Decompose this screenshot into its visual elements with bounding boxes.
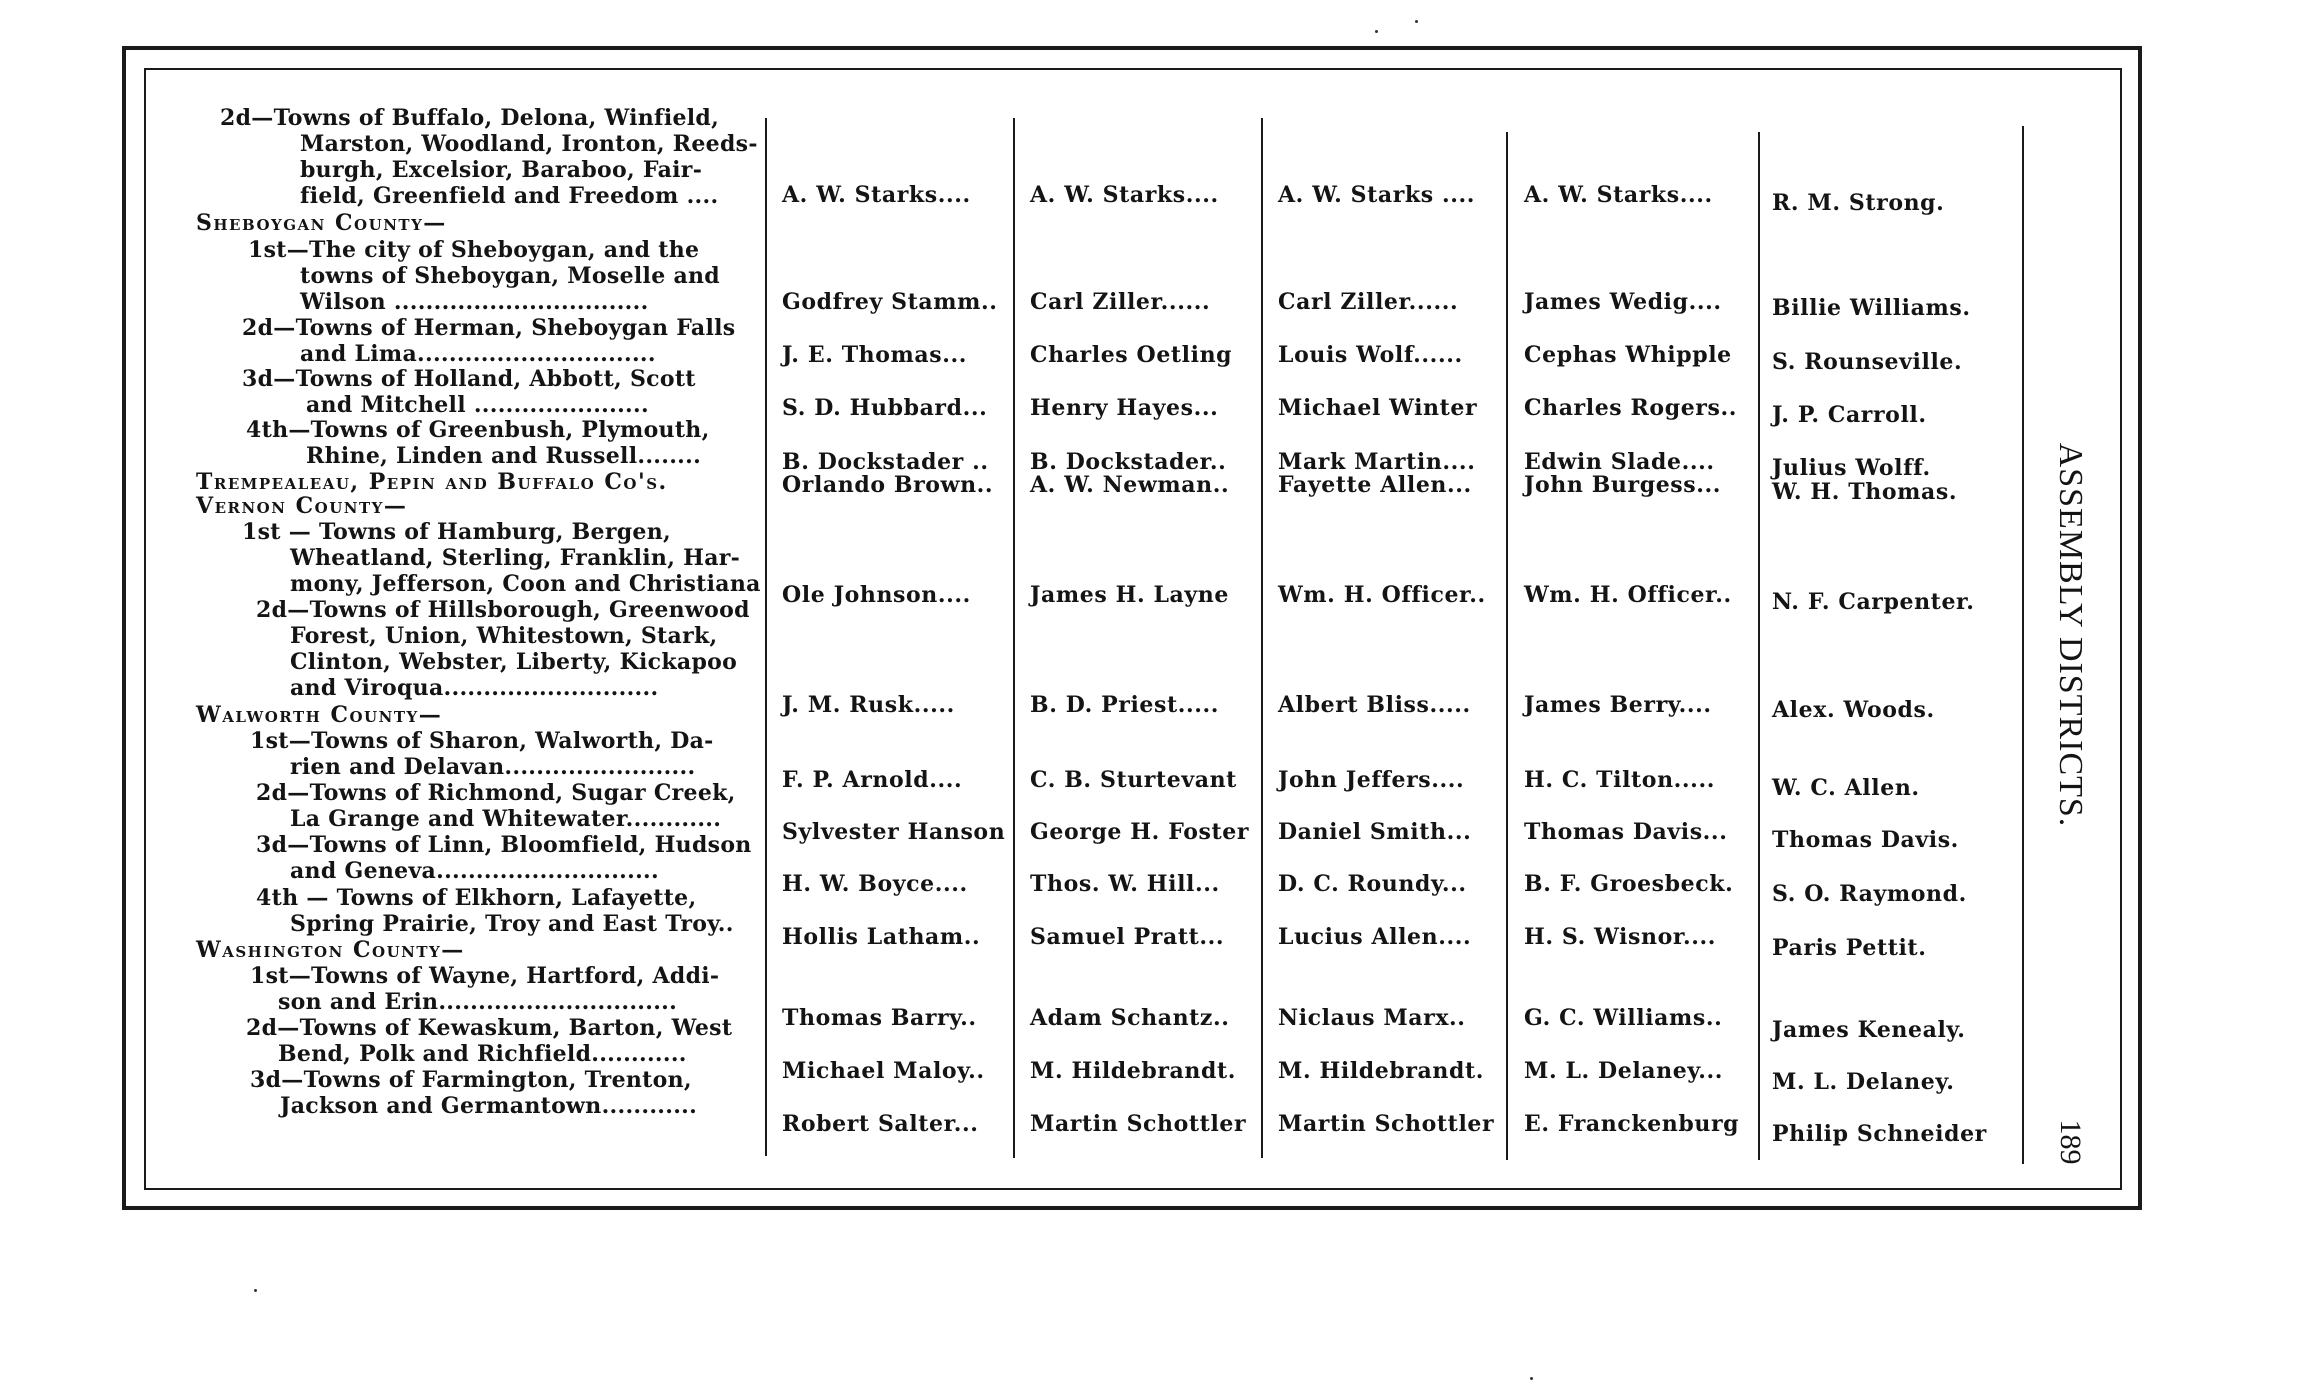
member-name: Julius Wolff.	[1772, 455, 1931, 481]
district-line: and Lima..............................	[300, 341, 656, 367]
district-line: field, Greenfield and Freedom ....	[300, 183, 719, 209]
member-name: Daniel Smith...	[1278, 819, 1472, 845]
member-name: Martin Schottler	[1030, 1111, 1247, 1137]
member-name: Hollis Latham..	[782, 924, 981, 950]
column-divider	[1013, 118, 1015, 1158]
member-name: Philip Schneider	[1772, 1121, 1987, 1147]
member-name: Thos. W. Hill...	[1030, 871, 1220, 897]
member-name: John Jeffers....	[1278, 767, 1465, 793]
member-name: Paris Pettit.	[1772, 935, 1927, 961]
district-line: 3d—Towns of Linn, Bloomfield, Hudson	[256, 832, 752, 858]
member-name: Carl Ziller......	[1030, 289, 1211, 315]
district-line: 4th—Towns of Greenbush, Plymouth,	[246, 417, 710, 443]
county-heading: Walworth County—	[196, 702, 443, 728]
district-line: 2d—Towns of Hillsborough, Greenwood	[256, 597, 750, 623]
district-line: and Viroqua...........................	[290, 675, 659, 701]
member-name: Thomas Davis.	[1772, 827, 1959, 853]
member-name: S. O. Raymond.	[1772, 881, 1967, 907]
district-line: Rhine, Linden and Russell........	[306, 443, 702, 469]
district-line: 1st—Towns of Wayne, Hartford, Addi-	[250, 963, 720, 989]
member-name: John Burgess...	[1524, 472, 1722, 498]
district-line: Wheatland, Sterling, Franklin, Har-	[290, 545, 741, 571]
print-speck	[1415, 20, 1418, 23]
district-line: rien and Delavan........................	[290, 754, 696, 780]
column-divider	[765, 118, 767, 1156]
member-name: Cephas Whipple	[1524, 342, 1732, 368]
page-number: 189	[2054, 1119, 2087, 1165]
member-name: Robert Salter...	[782, 1111, 979, 1137]
member-name: S. D. Hubbard...	[782, 395, 988, 421]
print-speck	[254, 1289, 257, 1292]
district-line: 2d—Towns of Buffalo, Delona, Winfield,	[220, 105, 720, 131]
district-line: Clinton, Webster, Liberty, Kickapoo	[290, 649, 738, 675]
member-name: Fayette Allen...	[1278, 472, 1472, 498]
member-name: James Kenealy.	[1772, 1017, 1966, 1043]
member-name: Orlando Brown..	[782, 472, 994, 498]
district-line: mony, Jefferson, Coon and Christiana	[290, 571, 761, 597]
member-name: Louis Wolf......	[1278, 342, 1463, 368]
member-name: Billie Williams.	[1772, 295, 1971, 321]
member-name: M. Hildebrandt.	[1278, 1058, 1484, 1084]
member-name: M. L. Delaney...	[1524, 1058, 1723, 1084]
member-name: F. P. Arnold....	[782, 767, 963, 793]
member-name: Carl Ziller......	[1278, 289, 1459, 315]
member-name: E. Franckenburg	[1524, 1111, 1740, 1137]
member-name: W. C. Allen.	[1772, 775, 1920, 801]
member-name: H. S. Wisnor....	[1524, 924, 1717, 950]
member-name: Lucius Allen....	[1278, 924, 1472, 950]
member-name: H. W. Boyce....	[782, 871, 968, 897]
running-title: ASSEMBLY DISTRICTS.	[2052, 442, 2089, 828]
member-name: Ole Johnson....	[782, 582, 971, 608]
county-heading: Vernon County—	[196, 493, 408, 519]
member-name: N. F. Carpenter.	[1772, 589, 1975, 615]
member-name: Charles Oetling	[1030, 342, 1233, 368]
district-line: 3d—Towns of Holland, Abbott, Scott	[242, 366, 696, 392]
member-name: Alex. Woods.	[1772, 697, 1935, 723]
member-name: A. W. Starks....	[1524, 182, 1713, 208]
member-name: Niclaus Marx..	[1278, 1005, 1466, 1031]
member-name: Henry Hayes...	[1030, 395, 1219, 421]
member-name: J. M. Rusk.....	[782, 692, 955, 718]
district-line: 2d—Towns of Kewaskum, Barton, West	[246, 1015, 733, 1041]
member-name: H. C. Tilton.....	[1524, 767, 1715, 793]
member-name: Adam Schantz..	[1030, 1005, 1230, 1031]
member-name: W. H. Thomas.	[1772, 479, 1958, 505]
county-heading: Sheboygan County—	[196, 210, 447, 236]
member-name: A. W. Starks....	[1030, 182, 1219, 208]
member-name: Michael Maloy..	[782, 1058, 985, 1084]
district-line: Jackson and Germantown............	[280, 1093, 698, 1119]
member-name: Mark Martin....	[1278, 449, 1476, 475]
district-line: 2d—Towns of Herman, Sheboygan Falls	[242, 315, 736, 341]
member-name: Wm. H. Officer..	[1278, 582, 1486, 608]
district-line: 2d—Towns of Richmond, Sugar Creek,	[256, 780, 736, 806]
district-line: Forest, Union, Whitestown, Stark,	[290, 623, 718, 649]
member-name: James Berry....	[1524, 692, 1712, 718]
member-name: James H. Layne	[1030, 582, 1229, 608]
district-line: 4th — Towns of Elkhorn, Lafayette,	[256, 885, 697, 911]
member-name: A. W. Starks....	[782, 182, 971, 208]
member-name: B. F. Groesbeck.	[1524, 871, 1734, 897]
district-line: and Mitchell ......................	[306, 392, 649, 418]
column-divider	[1758, 132, 1760, 1160]
member-name: G. C. Williams..	[1524, 1005, 1723, 1031]
district-line: son and Erin..............................	[278, 989, 678, 1015]
member-name: Albert Bliss.....	[1278, 692, 1471, 718]
member-name: A. W. Starks ....	[1278, 182, 1476, 208]
member-name: B. Dockstader ..	[782, 449, 989, 475]
member-name: Thomas Davis...	[1524, 819, 1728, 845]
county-heading: Trempealeau, Pepin and Buffalo Co's.	[196, 469, 668, 495]
member-name: A. W. Newman..	[1030, 472, 1230, 498]
member-name: M. L. Delaney.	[1772, 1069, 1955, 1095]
member-name: B. D. Priest.....	[1030, 692, 1220, 718]
member-name: Charles Rogers..	[1524, 395, 1737, 421]
member-name: B. Dockstader..	[1030, 449, 1227, 475]
member-name: Samuel Pratt...	[1030, 924, 1225, 950]
member-name: M. Hildebrandt.	[1030, 1058, 1236, 1084]
member-name: James Wedig....	[1524, 289, 1722, 315]
title-column-divider	[2022, 126, 2024, 1164]
district-line: La Grange and Whitewater............	[290, 806, 722, 832]
member-name: S. Rounseville.	[1772, 349, 1963, 375]
member-name: Martin Schottler	[1278, 1111, 1495, 1137]
member-name: George H. Foster	[1030, 819, 1250, 845]
member-name: Wm. H. Officer..	[1524, 582, 1732, 608]
member-name: J. E. Thomas...	[782, 342, 968, 368]
county-heading: Washington County—	[196, 937, 465, 963]
print-speck	[1375, 30, 1378, 33]
district-line: 1st — Towns of Hamburg, Bergen,	[242, 519, 671, 545]
district-line: towns of Sheboygan, Moselle and	[300, 263, 720, 289]
district-line: Marston, Woodland, Ironton, Reeds-	[300, 131, 758, 157]
district-line: burgh, Excelsior, Baraboo, Fair-	[300, 157, 703, 183]
member-name: J. P. Carroll.	[1772, 402, 1927, 428]
member-name: R. M. Strong.	[1772, 190, 1945, 216]
district-line: 3d—Towns of Farmington, Trenton,	[250, 1067, 692, 1093]
member-name: C. B. Sturtevant	[1030, 767, 1237, 793]
column-divider	[1261, 118, 1263, 1158]
district-line: 1st—The city of Sheboygan, and the	[248, 237, 700, 263]
member-name: Godfrey Stamm..	[782, 289, 998, 315]
district-line: Wilson ................................	[300, 289, 649, 315]
district-line: and Geneva............................	[290, 858, 659, 884]
member-name: D. C. Roundy...	[1278, 871, 1467, 897]
member-name: Edwin Slade....	[1524, 449, 1715, 475]
member-name: Michael Winter	[1278, 395, 1478, 421]
district-line: 1st—Towns of Sharon, Walworth, Da-	[250, 728, 714, 754]
member-name: Sylvester Hanson	[782, 819, 1006, 845]
district-line: Bend, Polk and Richfield............	[278, 1041, 687, 1067]
column-divider	[1506, 132, 1508, 1160]
district-line: Spring Prairie, Troy and East Troy..	[290, 911, 734, 937]
member-name: Thomas Barry..	[782, 1005, 977, 1031]
